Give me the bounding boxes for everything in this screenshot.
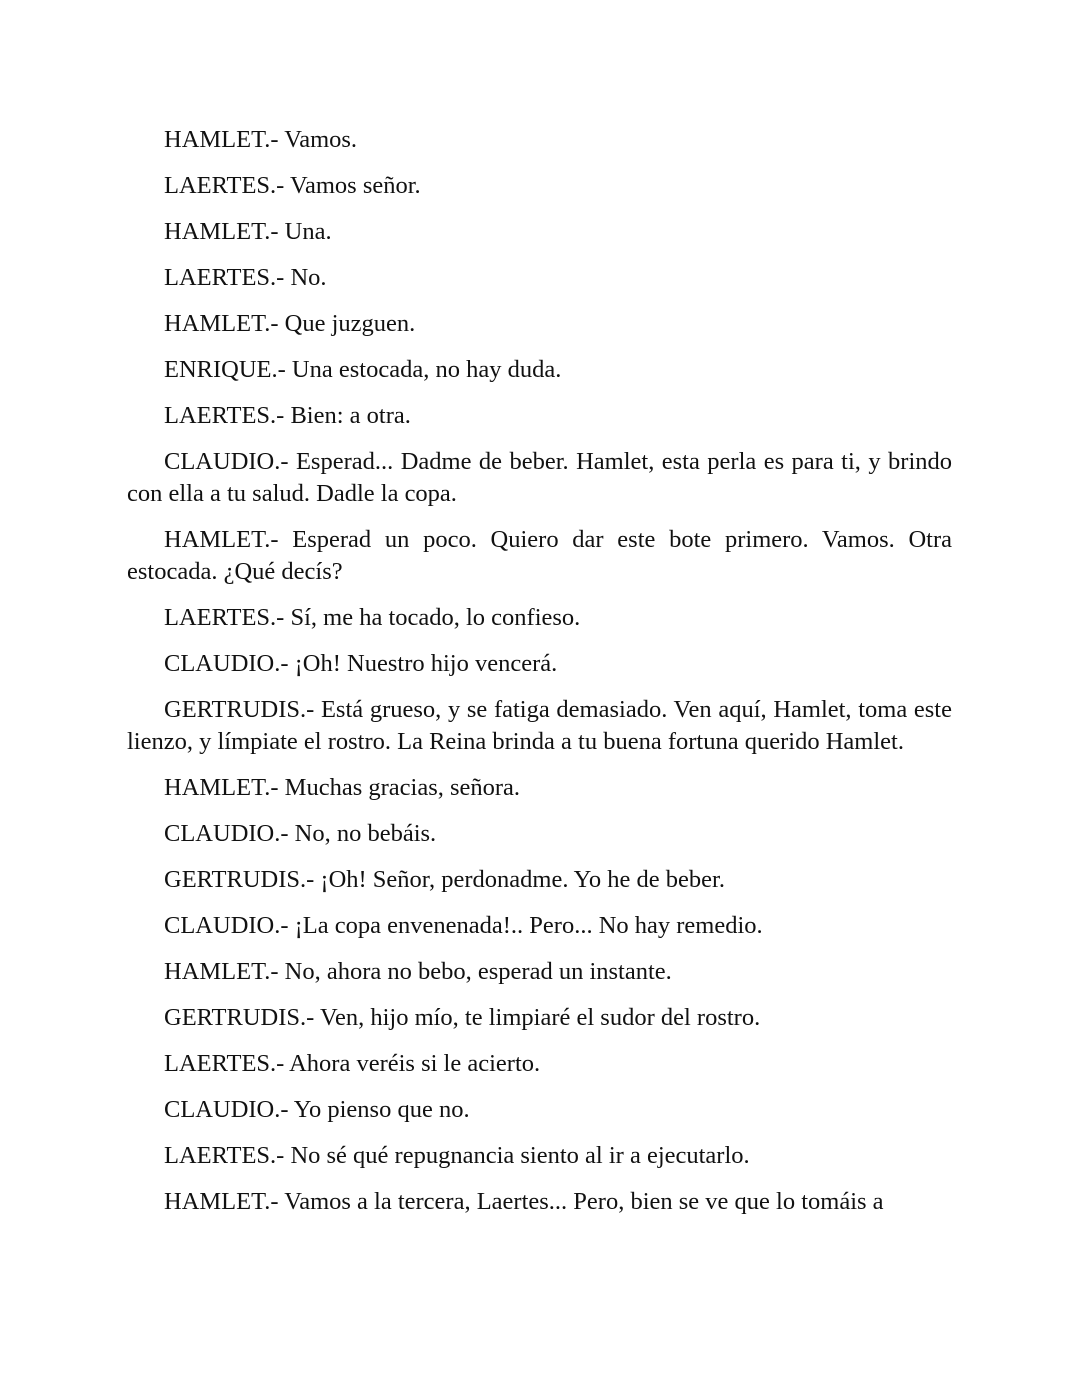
dialogue-line-laertes: LAERTES.- Sí, me ha tocado, lo confieso.	[164, 604, 581, 631]
dialogue-line-laertes: LAERTES.- No sé qué repugnancia siento al ir a ejecutarlo.	[164, 1142, 750, 1169]
dialogue-line-gertrudis: GERTRUDIS.- Ven, hijo mío, te limpiaré el sudor del rostro.	[164, 1004, 761, 1031]
dialogue-line-hamlet: HAMLET.- Que juzguen.	[164, 310, 416, 337]
dialogue-line-claudio: CLAUDIO.- No, no bebáis.	[164, 820, 437, 847]
dialogue-line-gertrudis: GERTRUDIS.- ¡Oh! Señor, perdonadme. Yo he de beber.	[164, 866, 725, 893]
dialogue-line-hamlet: HAMLET.- Esperad un poco. Quiero dar este bote primero. Vamos. Otra estocada. ¿Qué decís?	[127, 526, 952, 585]
dialogue-line-laertes: LAERTES.- No.	[164, 264, 327, 291]
dialogue-line-laertes: LAERTES.- Bien: a otra.	[164, 402, 411, 429]
dialogue-line-laertes: LAERTES.- Vamos señor.	[164, 172, 421, 199]
dialogue-line-hamlet: HAMLET.- Vamos a la tercera, Laertes... Pero, bien se ve que lo tomáis a	[164, 1188, 884, 1215]
dialogue-line-claudio: CLAUDIO.- ¡Oh! Nuestro hijo vencerá.	[164, 650, 558, 677]
dialogue-line-hamlet: HAMLET.- Vamos.	[164, 126, 358, 153]
dialogue-line-hamlet: HAMLET.- Una.	[164, 218, 332, 245]
dialogue-line-hamlet: HAMLET.- No, ahora no bebo, esperad un instante.	[164, 958, 672, 985]
dialogue-text	[127, 124, 952, 1232]
dialogue-line-hamlet: HAMLET.- Muchas gracias, señora.	[164, 774, 521, 801]
dialogue-line-claudio: CLAUDIO.- Esperad... Dadme de beber. Hamlet, esta perla es para ti, y brindo con ella a tu salud. Dadle la copa.	[127, 448, 952, 507]
dialogue-line-gertrudis: GERTRUDIS.- Está grueso, y se fatiga demasiado. Ven aquí, Hamlet, toma este lienzo, y límpiate el rostro. La Reina brinda a tu buena fortuna querido Hamlet.	[127, 696, 952, 755]
dialogue-line-claudio: CLAUDIO.- ¡La copa envenenada!.. Pero... No hay remedio.	[164, 912, 763, 939]
dialogue-line-enrique: ENRIQUE.- Una estocada, no hay duda.	[164, 356, 562, 383]
dialogue-line-claudio: CLAUDIO.- Yo pienso que no.	[164, 1096, 470, 1123]
dialogue-line-laertes: LAERTES.- Ahora veréis si le acierto.	[164, 1050, 541, 1077]
